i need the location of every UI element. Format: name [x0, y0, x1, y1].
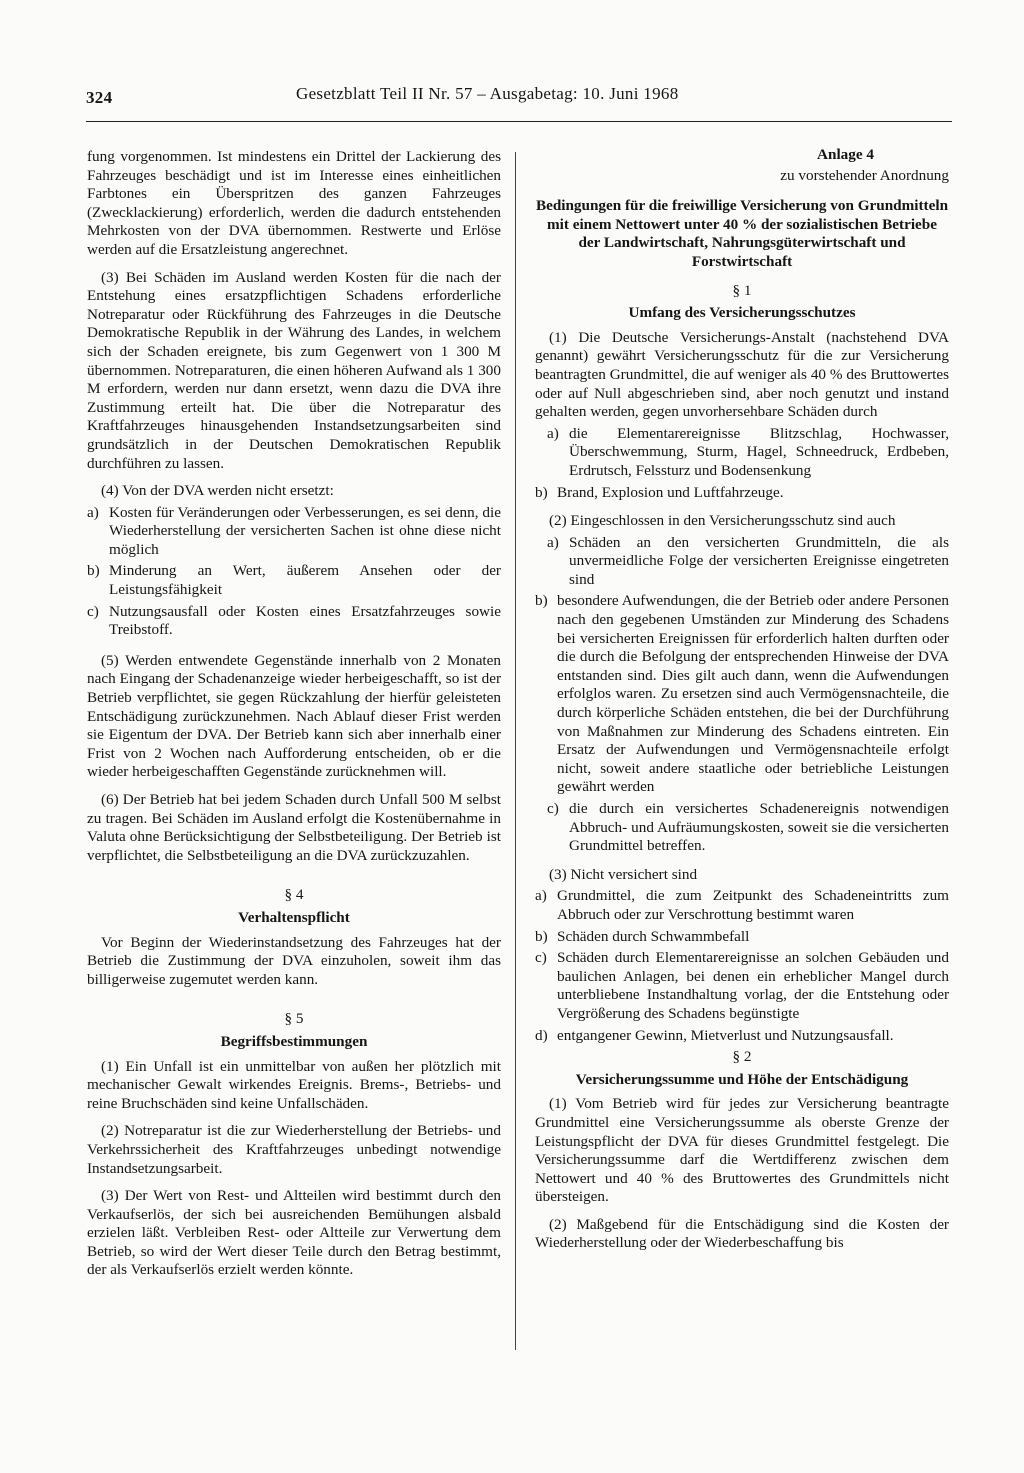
list-item-2c	[535, 800, 949, 856]
section-2-number: § 2	[732, 1048, 752, 1066]
section-2-paragraph-2: (2) Maßgebend für die Entschädigung sind die Kosten der Wiederherstellung oder der Wiederbeschaffung bis	[535, 1215, 949, 1252]
list-label: b)	[535, 592, 548, 610]
list-item-4b	[87, 562, 501, 599]
page-header	[86, 84, 951, 108]
page-number: 324	[86, 88, 113, 107]
list-item-1b	[535, 484, 949, 503]
section-1-title: Umfang des Versicherungsschutzes	[628, 304, 856, 322]
right-column	[535, 146, 949, 1262]
list-item-2a	[535, 534, 949, 590]
list-item-2b	[535, 592, 949, 797]
list-text: besondere Aufwendungen, die der Betrieb oder andere Personen nach den gegebenen Umständen zur Minderung des Schadens bei versicherten Ereignissen für erforderlich halten durften oder die durch die Befolgung der entsprechenden Hinweise der DVA entstanden sind. Dies gilt auch dann, wenn die Aufwendungen erfolglos waren. Zu ersetzen sind auch Vermögensnachteile, die durch körperliche Schäden entstehen, die bei der Durchführung von Maßnahmen zur Minderung des Schadens eintreten. Ein Ersatz der Aufwendungen und Vermögensnachteile erfolgt nicht, soweit andere staatliche oder betriebliche Leistungen gewährt werden	[557, 592, 949, 796]
paragraph-3: (3) Bei Schäden im Ausland werden Kosten für die nach der Entstehung eines ersatzpflichtigen Schadens erforderliche Notreparatur oder Rückführung des Fahrzeuges in die Deutsche Demokratische Republik in der Währung des Landes, in welchem sich der Schaden ereignete, bis zum Gegenwert von 1 300 M übernommen. Notreparaturen, die einen höheren Aufwand als 1 300 M erfordern, werden nur dann ersetzt, wenn dazu die DVA ihre Zustimmung erteilt hat. Die über die Notreparatur des Kraftfahrzeuges hinausgehenden Instandsetzungsarbeiten sind grundsätzlich in der Deutschen Demokratischen Republik durchführen zu lassen.	[87, 268, 501, 472]
list-text: entgangener Gewinn, Mietverlust und Nutzungsausfall.	[557, 1026, 894, 1044]
list-label: c)	[87, 602, 99, 620]
list-label: c)	[547, 800, 559, 817]
section-5-paragraph-2: (2) Notreparatur ist die zur Wiederherstellung der Betriebs- und Verkehrssicherheit des Kraftfahrzeuges unbedingt notwendige Instandsetzungsarbeit.	[87, 1122, 501, 1177]
list-text: Schäden durch Schwammbefall	[557, 927, 750, 945]
list-label: a)	[87, 503, 99, 521]
list-label: a)	[547, 424, 559, 442]
list-text: die durch ein versichertes Schadenereignis notwendigen Abbruch- und Aufräumungskosten, soweit sie die versicherten Grundmittel betreffen.	[569, 800, 949, 855]
list-label: d)	[535, 1026, 548, 1044]
section-4-paragraph: Vor Beginn der Wiederinstandsetzung des Fahrzeuges hat der Betrieb die Zustimmung der DVA einzuholen, soweit ihm das billigerweise zugemutet werden kann.	[87, 933, 501, 988]
list-item-1a	[535, 425, 949, 481]
list-item-3d	[535, 1027, 949, 1046]
list-text: Grundmittel, die zum Zeitpunkt des Schadeneintritts zum Abbruch oder zur Verschrottung bestimmt waren	[557, 887, 949, 923]
list-item-4c	[87, 603, 501, 640]
section-4-title: Verhaltenspflicht	[238, 908, 350, 926]
list-text: Minderung an Wert, äußerem Ansehen oder der Leistungsfähigkeit	[109, 562, 501, 599]
section-5-paragraph-1: (1) Ein Unfall ist ein unmittelbar von außen her plötzlich mit mechanischer Gewalt wirkendes Ereignis. Brems-, Betriebs- und reine Bruchschäden sind keine Unfallschäden.	[87, 1057, 501, 1112]
paragraph-5: (5) Werden entwendete Gegenstände innerhalb von 2 Monaten nach Eingang der Schadenanzeige wieder herbeigeschafft, so ist der Betrieb verpflichtet, sie gegen Rückzahlung der hierfür geleisteten Entschädigung zurückzunehmen. Nach Ablauf dieser Frist werden sie Eigentum der DVA. Der Betrieb kann sich aber innerhalb einer Frist von 2 Wochen nach Aufforderung entscheiden, ob er die wieder herbeigeschafften Gegenstände zurücknehmen will.	[87, 651, 501, 781]
list-label: b)	[535, 483, 548, 501]
list-text: Schäden an den versicherten Grundmitteln, die als unvermeidliche Folge der versicherten Ereignisse eingetreten sind	[569, 533, 949, 588]
section-1-number: § 1	[732, 281, 752, 299]
list-label: c)	[535, 949, 547, 967]
column-divider	[515, 152, 516, 1350]
section-5-number: § 5	[284, 1010, 304, 1028]
list-text: Brand, Explosion und Luftfahrzeuge.	[557, 483, 784, 501]
paragraph-6: (6) Der Betrieb hat bei jedem Schaden durch Unfall 500 M selbst zu tragen. Bei Schäden im Ausland erfolgt die Kostenübernahme in Valuta ohne Berücksichtigung der Selbstbeteiligung. Der Betrieb ist verpflichtet, die Selbstbeteiligung an die DVA zurückzuzahlen.	[87, 791, 501, 864]
left-column	[87, 148, 501, 1289]
section-5-title: Begriffsbestimmungen	[220, 1032, 368, 1050]
gazette-title: Gesetzblatt Teil II Nr. 57 – Ausgabetag: 10. Juni 1968	[296, 84, 679, 103]
annex-subtitle: zu vorstehender Anordnung	[780, 166, 949, 184]
list-text: Kosten für Veränderungen oder Verbesserungen, es sei denn, die Wiederherstellung der versicherten Sachen ist ohne diese nicht möglich	[109, 503, 501, 558]
list-text: Nutzungsausfall oder Kosten eines Ersatzfahrzeuges sowie Treibstoff.	[109, 602, 501, 639]
section-5-paragraph-3: (3) Der Wert von Rest- und Altteilen wird bestimmt durch den Verkaufserlös, der sich bei ausreichenden Bemühungen alsbald erzielen läßt. Verbleiben Rest- oder Altteile zur Verwertung dem Betrieb, so wird der Wert dieser Teile durch den Betrag bestimmt, der als Verkaufserlös erzielt werden könnte.	[87, 1187, 501, 1279]
section-2-paragraph-1: (1) Vom Betrieb wird für jedes zur Versicherung beantragte Grundmittel eine Versicherungssumme als oberste Grenze der Leistungspflicht der DVA für dieses Grundmittel festgelegt. Die Versicherungssumme darf die Wertdifferenz zwischen dem Nettowert und 40 % des Bruttowertes des Grundmittels nicht übersteigen.	[535, 1095, 949, 1206]
list-label: b)	[535, 927, 548, 945]
list-item-3b	[535, 928, 949, 947]
list-text: Schäden durch Elementarereignisse an solchen Gebäuden und baulichen Anlagen, bei denen ein erheblicher Mangel durch unterbliebene Instandhaltung vorlag, der die Entstehung oder Vergrößerung des Schadens begünstigte	[557, 949, 949, 1022]
section-1-paragraph-3: (3) Nicht versichert sind	[549, 865, 698, 883]
list-label: a)	[547, 533, 559, 551]
section-4-number: § 4	[284, 886, 304, 904]
list-text: die Elementarereignisse Blitzschlag, Hochwasser, Überschwemmung, Sturm, Hagel, Schneedruck, Erdbeben, Erdrutsch, Felssturz und Bodensenkung	[569, 424, 949, 479]
annex-title: Anlage 4	[817, 146, 874, 163]
list-label: a)	[535, 887, 547, 905]
list-item-3a	[535, 887, 949, 924]
annex-heading: Bedingungen für die freiwillige Versicherung von Grundmitteln mit einem Nettowert unter 40 % der sozialistischen Betriebe der Landwirtschaft, Nahrungsgüterwirtschaft und Forstwirtschaft	[535, 197, 949, 270]
continued-paragraph: fung vorgenommen. Ist mindestens ein Drittel der Lackierung des Fahrzeuges beschädigt und ist im Interesse eines einheitlichen Farbtones ein Überspritzen des ganzen Fahrzeuges (Zwecklackierung) erforderlich, werden die dadurch entstehenden Mehrkosten von der DVA übernommen. Restwerte und Erlöse werden auf die Ersatzleistung angerechnet.	[87, 148, 501, 258]
section-1-paragraph-1: (1) Die Deutsche Versicherungs-Anstalt (nachstehend DVA genannt) gewährt Versicherungsschutz für die zur Versicherung beantragten Grundmittel, die auf weniger als 40 % des Bruttowertes oder auf Null abgeschrieben sind, aber noch genutzt und instand gehalten werden, gegen unvorhersehbare Schäden durch	[535, 328, 949, 421]
section-2-title: Versicherungssumme und Höhe der Entschädigung	[575, 1070, 909, 1088]
section-1-paragraph-2: (2) Eingeschlossen in den Versicherungsschutz sind auch	[549, 512, 896, 530]
header-rule	[86, 121, 952, 122]
list-label: b)	[87, 562, 100, 580]
list-item-4a	[87, 504, 501, 560]
list-item-3c	[535, 949, 949, 1023]
paragraph-4: (4) Von der DVA werden nicht ersetzt:	[101, 482, 334, 500]
